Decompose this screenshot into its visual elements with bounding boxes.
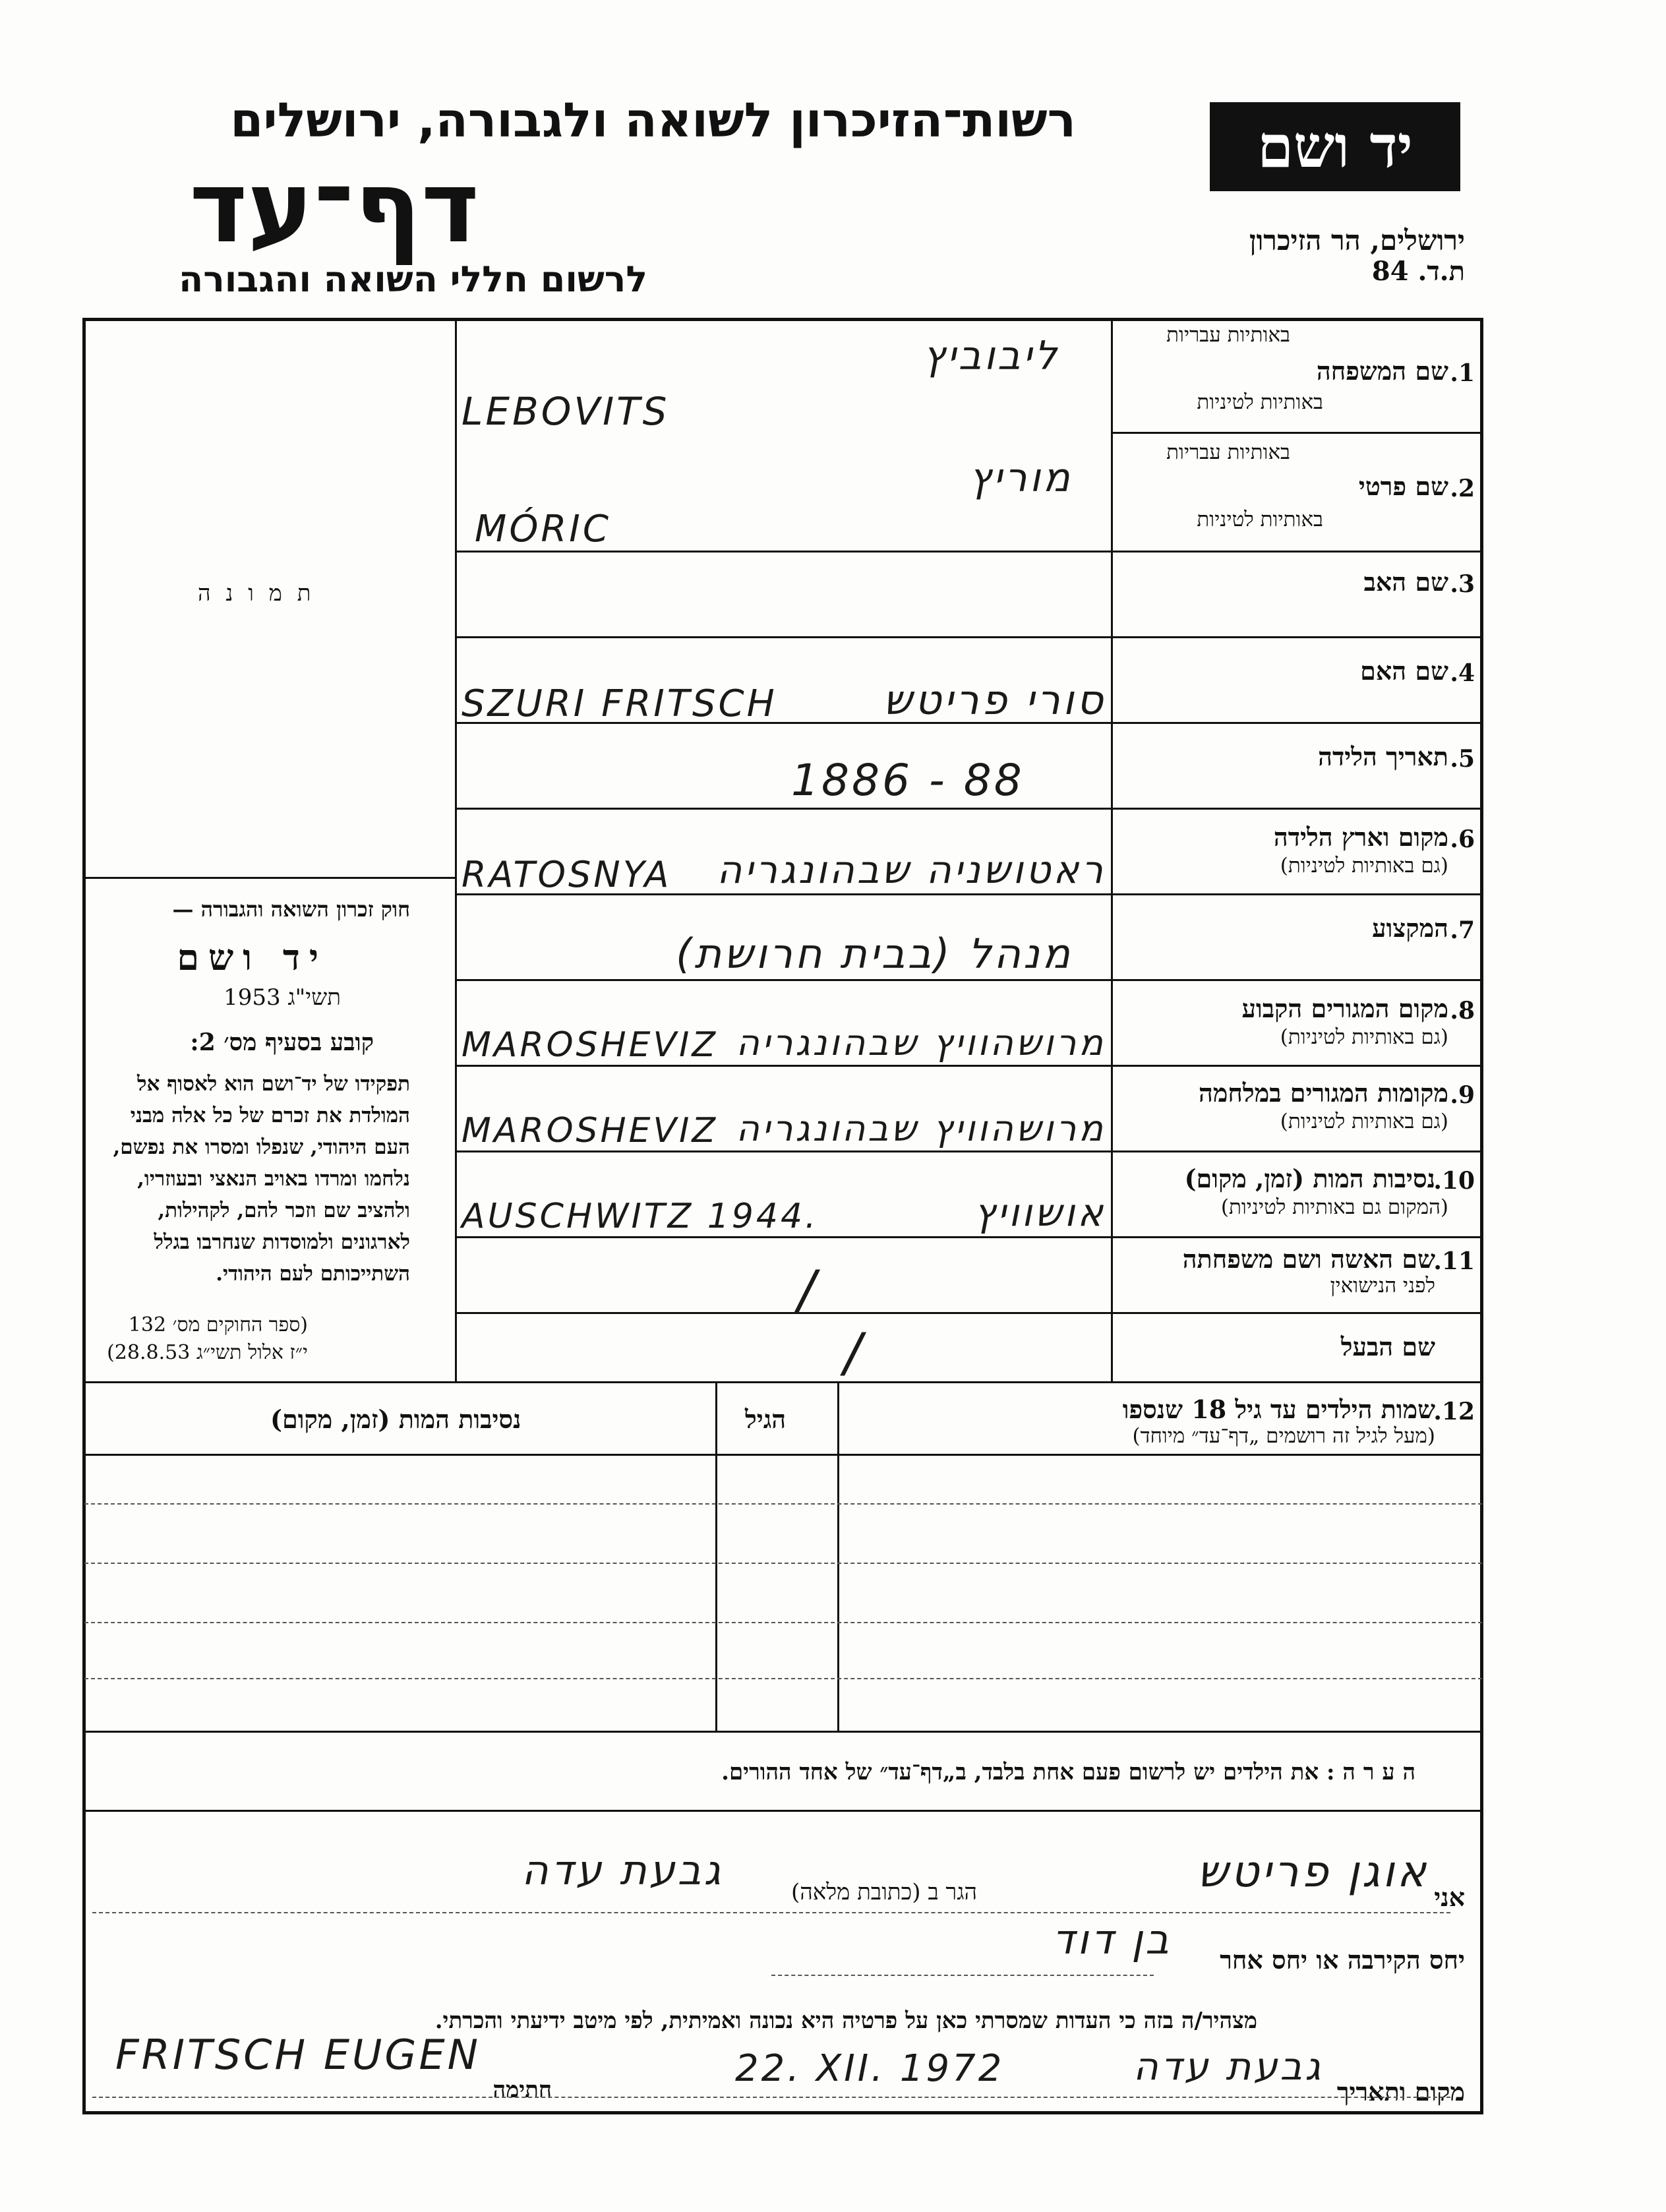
field-1-hebrew-value[interactable]: ליבוביץ bbox=[923, 333, 1060, 379]
field-1-latin-hint: באותיות לטיניות bbox=[1197, 390, 1323, 414]
row-line bbox=[457, 808, 1480, 810]
signature-line bbox=[92, 2097, 1450, 2098]
field-8-latin-value[interactable]: MAROSHEVIZ bbox=[461, 1025, 718, 1065]
field-2-label: שם פרטי bbox=[1358, 471, 1448, 501]
field-6-hebrew-value[interactable]: ראטושניה שבהונגריה bbox=[717, 847, 1106, 892]
field-4-number: 4. bbox=[1450, 659, 1475, 687]
field-6-label: מקום וארץ הלידה bbox=[1273, 822, 1448, 852]
yad-vashem-logo: יד ושם bbox=[1210, 102, 1460, 191]
place-value[interactable]: גבעת עדה bbox=[1133, 2044, 1323, 2089]
field-4-latin-value[interactable]: SZURI FRITSCH bbox=[461, 682, 777, 725]
field-8-number: 8. bbox=[1450, 997, 1475, 1025]
children-row-line bbox=[84, 1678, 1482, 1679]
children-age-header: הגיל bbox=[745, 1404, 787, 1434]
law-body-line: לארגונים ולמוסדות שנחרבו בגלל bbox=[154, 1230, 410, 1254]
law-body-line: תפקידו של יד־ושם הוא לאסוף אל bbox=[137, 1072, 410, 1096]
field-11-value[interactable]: / bbox=[798, 1259, 818, 1321]
field-2-latin-hint: באותיות לטיניות bbox=[1197, 508, 1323, 531]
authority-title: רשות־הזיכרון לשואה ולגבורה, ירושלים bbox=[230, 92, 1076, 148]
remark: ה ע ר ה : את הילדים יש לרשום פעם אחת בלבד, ב„דף־עד״ של אחד ההורים. bbox=[721, 1759, 1415, 1785]
law-clause: קובע בסעיף מס׳ 2: bbox=[190, 1029, 374, 1056]
children-row-line bbox=[84, 1622, 1482, 1623]
row-line bbox=[1111, 432, 1480, 434]
field-3-number: 3. bbox=[1450, 570, 1475, 598]
witness-ani-label: אני bbox=[1434, 1882, 1465, 1912]
section-line bbox=[84, 1810, 1482, 1812]
field-1-hebrew-hint: באותיות עבריות bbox=[1166, 323, 1290, 347]
children-title: שמות הילדים עד גיל 18 שנספו bbox=[1122, 1394, 1435, 1424]
field-3-label: שם האב bbox=[1363, 567, 1448, 597]
signature-label: חתימה bbox=[492, 2077, 552, 2103]
date-value[interactable]: 22. XII. 1972 bbox=[735, 2047, 1005, 2090]
field-7-label: המקצוע bbox=[1372, 913, 1448, 943]
row-line bbox=[457, 551, 1480, 553]
row-line bbox=[457, 1312, 1480, 1314]
field-5-value[interactable]: 1886 - 88 bbox=[791, 755, 1025, 806]
husband-label: שם הבעל bbox=[1340, 1332, 1435, 1361]
field-10-number: 10. bbox=[1433, 1167, 1475, 1195]
field-7-value[interactable]: מנהל (בבית חרושת) bbox=[676, 930, 1073, 978]
field-11-hint: לפני הנישואין bbox=[1330, 1274, 1435, 1298]
place-date-label: מקום ותאריך bbox=[1336, 2077, 1465, 2107]
field-5-number: 5. bbox=[1450, 745, 1475, 773]
field-9-number: 9. bbox=[1450, 1081, 1475, 1109]
section-line bbox=[84, 1731, 1482, 1733]
law-body-line: המולדת את זכרם של כל אלה מבני bbox=[130, 1104, 410, 1127]
field-7-number: 7. bbox=[1450, 916, 1475, 944]
children-row-line bbox=[84, 1563, 1482, 1564]
witness-line bbox=[92, 1912, 1450, 1913]
law-citation-1: (ספר החוקים מס׳ 132 bbox=[128, 1313, 308, 1336]
law-body bbox=[41, 1068, 410, 1290]
address-line-1: ירושלים, הר הזיכרון bbox=[1249, 224, 1465, 256]
field-9-label: מקומות המגורים במלחמה bbox=[1199, 1078, 1448, 1108]
field-6-hint: (גם באותיות לטיניות) bbox=[1280, 854, 1448, 878]
field-2-latin-value[interactable]: MÓRIC bbox=[475, 508, 611, 551]
law-body-line: העם היהודי, שנפלו ומסרו את נפשם, bbox=[113, 1135, 410, 1159]
law-body-line: ולהציב שם וזכר להם, לקהילות, bbox=[158, 1199, 410, 1222]
witness-address-label: הגר ב (כתובת מלאה) bbox=[790, 1879, 977, 1905]
field-8-label: מקום המגורים הקבוע bbox=[1241, 994, 1448, 1023]
field-5-label: תאריך הלידה bbox=[1318, 742, 1448, 771]
children-note: (מעל לגיל זה רושמים „דף־עד״ מיוחד) bbox=[1132, 1424, 1435, 1448]
field-1-label: שם המשפחה bbox=[1316, 356, 1448, 386]
field-9-latin-value[interactable]: MAROSHEVIZ bbox=[461, 1111, 718, 1151]
field-9-hebrew-value[interactable]: מרושהוויץ שבהונגריה bbox=[736, 1108, 1106, 1149]
law-year: תשי"ג 1953 bbox=[223, 984, 341, 1011]
field-8-hint: (גם באותיות לטיניות) bbox=[1280, 1025, 1448, 1049]
form-title: דף־עד bbox=[189, 150, 479, 265]
field-2-number: 2. bbox=[1450, 475, 1475, 502]
law-body-line: השתייכותם לעם היהודי. bbox=[216, 1262, 410, 1286]
field-11-number: 11. bbox=[1433, 1247, 1475, 1275]
children-death-header: נסיבות המות (זמן, מקום) bbox=[270, 1404, 521, 1434]
row-line bbox=[457, 636, 1480, 638]
field-11-label: שם האשה ושם משפחתה bbox=[1182, 1244, 1435, 1274]
witness-name[interactable]: אוגן פריטש bbox=[1197, 1846, 1429, 1897]
field-10-hint: (המקום גם באותיות לטיניות) bbox=[1220, 1195, 1448, 1219]
row-line bbox=[457, 1065, 1480, 1067]
field-1-number: 1. bbox=[1450, 359, 1475, 387]
children-row-line bbox=[84, 1503, 1482, 1505]
field-10-label: נסיבות המות (זמן, מקום) bbox=[1184, 1164, 1435, 1193]
divider-right bbox=[1111, 320, 1113, 1381]
children-number: 12. bbox=[1433, 1398, 1475, 1425]
form-subtitle: לרשום חללי השואה והגבורה bbox=[179, 258, 647, 300]
children-header-line bbox=[84, 1454, 1482, 1456]
law-box-top bbox=[84, 877, 455, 879]
field-2-hebrew-value[interactable]: מוריץ bbox=[969, 455, 1073, 501]
row-line bbox=[457, 1236, 1480, 1238]
field-10-latin-value[interactable]: AUSCHWITZ 1944. bbox=[461, 1197, 819, 1236]
field-6-latin-value[interactable]: RATOSNYA bbox=[461, 854, 672, 895]
row-line bbox=[457, 1151, 1480, 1152]
signature[interactable]: FRITSCH EUGEN bbox=[115, 2031, 481, 2079]
section-line bbox=[84, 1381, 1482, 1383]
field-4-hebrew-value[interactable]: סורי פריטש bbox=[883, 676, 1106, 724]
law-citation-2: י״ז אלול תשי״ג 28.8.53) bbox=[107, 1341, 308, 1364]
field-9-hint: (גם באותיות לטיניות) bbox=[1280, 1110, 1448, 1133]
field-1-latin-value[interactable]: LEBOVITS bbox=[461, 389, 670, 434]
witness-address[interactable]: גבעת עדה bbox=[521, 1846, 723, 1894]
law-name: יד ושם bbox=[177, 936, 328, 978]
field-2-hebrew-hint: באותיות עבריות bbox=[1166, 440, 1290, 464]
relation-line bbox=[771, 1975, 1154, 1976]
field-10-hebrew-value[interactable]: אושוויץ bbox=[974, 1190, 1106, 1235]
law-title: חוק זכרון השואה והגבורה — bbox=[172, 897, 410, 922]
field-6-number: 6. bbox=[1450, 825, 1475, 853]
field-8-hebrew-value[interactable]: מרושהוויץ שבהונגריה bbox=[736, 1022, 1106, 1063]
law-body-line: נלחמו ומרדו באויב הנאצי ובעוזריו, bbox=[137, 1167, 410, 1191]
row-line bbox=[457, 979, 1480, 981]
husband-value[interactable]: / bbox=[844, 1322, 864, 1383]
address-line-2: ת.ד. 84 bbox=[1371, 256, 1465, 287]
relation-label: יחס הקירבה או יחס אחר bbox=[1220, 1945, 1465, 1975]
relation-value[interactable]: בן דוד bbox=[1052, 1915, 1172, 1963]
divider-left bbox=[455, 320, 457, 1381]
declaration: מצהיר/ה בזה כי העדות שמסרתי כאן על פרטיה היא נכונה ואמיתית, לפי מיטב ידיעתי והכרתי. bbox=[434, 2008, 1257, 2034]
field-4-label: שם האם bbox=[1360, 656, 1448, 686]
photo-label: ת מ ו נ ה bbox=[198, 580, 315, 607]
